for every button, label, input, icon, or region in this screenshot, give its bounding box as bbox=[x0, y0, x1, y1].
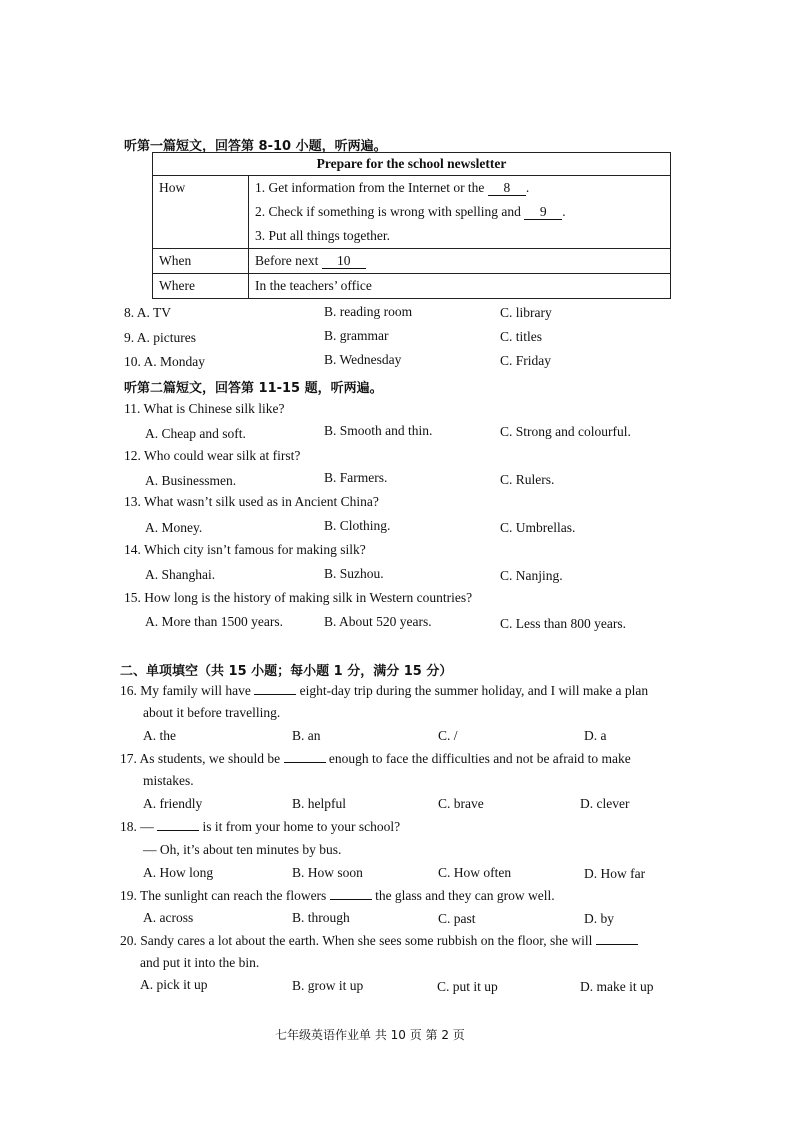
q13-a: A. Money. bbox=[145, 520, 203, 535]
when-cell: Before next 10 bbox=[249, 249, 671, 274]
q16-line2: about it before travelling. bbox=[143, 705, 281, 720]
how-line-1: 1. Get information from the Internet or the 8 . bbox=[255, 180, 530, 195]
q18-d: D. How far bbox=[584, 866, 646, 881]
q16-c: C. / bbox=[438, 728, 458, 743]
table-title: Prepare for the school newsletter bbox=[153, 153, 671, 176]
section1-heading: 听第一篇短文，回答第 8-10 小题，听两遍。 bbox=[124, 139, 387, 154]
q19-line1: 19. The sunlight can reach the flowers the glass and they can grow well. bbox=[120, 888, 555, 903]
when-label: When bbox=[153, 249, 249, 274]
q18-c: C. How often bbox=[438, 865, 512, 880]
q17-d: D. clever bbox=[580, 796, 630, 811]
q20-b: B. grow it up bbox=[292, 978, 364, 993]
q16-a: A. the bbox=[143, 728, 176, 743]
q14-b: B. Suzhou. bbox=[324, 566, 384, 581]
q15-stem: 15. How long is the history of making silk in Western countries? bbox=[124, 590, 473, 605]
q13-stem: 13. What wasn’t silk used as in Ancient China? bbox=[124, 494, 379, 509]
q11-a: A. Cheap and soft. bbox=[145, 426, 246, 441]
q20-blank bbox=[596, 944, 638, 945]
q18-blank bbox=[157, 830, 199, 831]
q10-a: 10. A. Monday bbox=[124, 354, 206, 369]
q20-line2: and put it into the bin. bbox=[140, 955, 260, 970]
blank-10: 10 bbox=[322, 254, 366, 269]
q15-c: C. Less than 800 years. bbox=[500, 616, 626, 631]
q17-line2: mistakes. bbox=[143, 773, 194, 788]
q18-b: B. How soon bbox=[292, 865, 363, 880]
q17-c: C. brave bbox=[438, 796, 484, 811]
q14-c: C. Nanjing. bbox=[500, 568, 563, 583]
q11-b: B. Smooth and thin. bbox=[324, 423, 433, 438]
where-cell: In the teachers’ office bbox=[249, 274, 671, 299]
q17-a: A. friendly bbox=[143, 796, 203, 811]
q17-line1: 17. As students, we should be enough to face the difficulties and not be afraid to make bbox=[120, 751, 631, 766]
q20-d: D. make it up bbox=[580, 979, 654, 994]
q9-c: C. titles bbox=[500, 329, 543, 344]
q12-b: B. Farmers. bbox=[324, 470, 388, 485]
q20-line1: 20. Sandy cares a lot about the earth. When she sees some rubbish on the floor, she will bbox=[120, 933, 638, 949]
q15-a: A. More than 1500 years. bbox=[145, 614, 283, 629]
q18-a: A. How long bbox=[143, 865, 214, 880]
q19-d: D. by bbox=[584, 911, 614, 926]
page-footer: 七年级英语作业单 共 10 页 第 2 页 bbox=[275, 1028, 465, 1042]
section3-heading: 二、单项填空（共 15 小题；每小题 1 分，满分 15 分） bbox=[120, 664, 453, 679]
q18-line1: 18. — is it from your home to your school? bbox=[120, 819, 401, 834]
q14-a: A. Shanghai. bbox=[145, 567, 216, 582]
how-line-2: 2. Check if something is wrong with spelling and 9 . bbox=[255, 204, 566, 219]
q8-c: C. library bbox=[500, 305, 552, 320]
q15-b: B. About 520 years. bbox=[324, 614, 432, 629]
how-cell bbox=[249, 176, 671, 249]
how-label: How bbox=[153, 176, 249, 249]
q19-blank bbox=[330, 899, 372, 900]
q19-b: B. through bbox=[292, 910, 350, 925]
q17-blank bbox=[284, 762, 326, 763]
q13-b: B. Clothing. bbox=[324, 518, 391, 533]
q16-d: D. a bbox=[584, 728, 607, 743]
q11-stem: 11. What is Chinese silk like? bbox=[124, 401, 285, 416]
q12-c: C. Rulers. bbox=[500, 472, 555, 487]
q19-a: A. across bbox=[143, 910, 194, 925]
newsletter-table bbox=[152, 152, 671, 299]
q10-c: C. Friday bbox=[500, 353, 552, 368]
q12-a: A. Businessmen. bbox=[145, 473, 237, 488]
q9-b: B. grammar bbox=[324, 328, 389, 343]
blank-9: 9 bbox=[524, 205, 562, 220]
q8-b: B. reading room bbox=[324, 304, 413, 319]
q16-line1: 16. My family will have eight-day trip during the summer holiday, and I will make a plan bbox=[120, 683, 649, 698]
q10-b: B. Wednesday bbox=[324, 352, 402, 367]
q16-blank bbox=[254, 694, 296, 695]
q17-b: B. helpful bbox=[292, 796, 346, 811]
section2-heading: 听第二篇短文，回答第 11-15 题，听两遍。 bbox=[124, 381, 383, 396]
q13-c: C. Umbrellas. bbox=[500, 520, 576, 535]
q9-a: 9. A. pictures bbox=[124, 330, 196, 345]
how-line-3: 3. Put all things together. bbox=[255, 228, 390, 243]
q11-c: C. Strong and colourful. bbox=[500, 424, 631, 439]
q14-stem: 14. Which city isn’t famous for making silk? bbox=[124, 542, 366, 557]
q12-stem: 12. Who could wear silk at first? bbox=[124, 448, 301, 463]
q20-c: C. put it up bbox=[437, 979, 498, 994]
where-label: Where bbox=[153, 274, 249, 299]
q20-a: A. pick it up bbox=[140, 977, 208, 992]
q18-line2: — Oh, it’s about ten minutes by bus. bbox=[143, 842, 342, 857]
q19-c: C. past bbox=[438, 911, 476, 926]
q16-b: B. an bbox=[292, 728, 321, 743]
blank-8: 8 bbox=[488, 181, 526, 196]
q8-a: 8. A. TV bbox=[124, 305, 172, 320]
